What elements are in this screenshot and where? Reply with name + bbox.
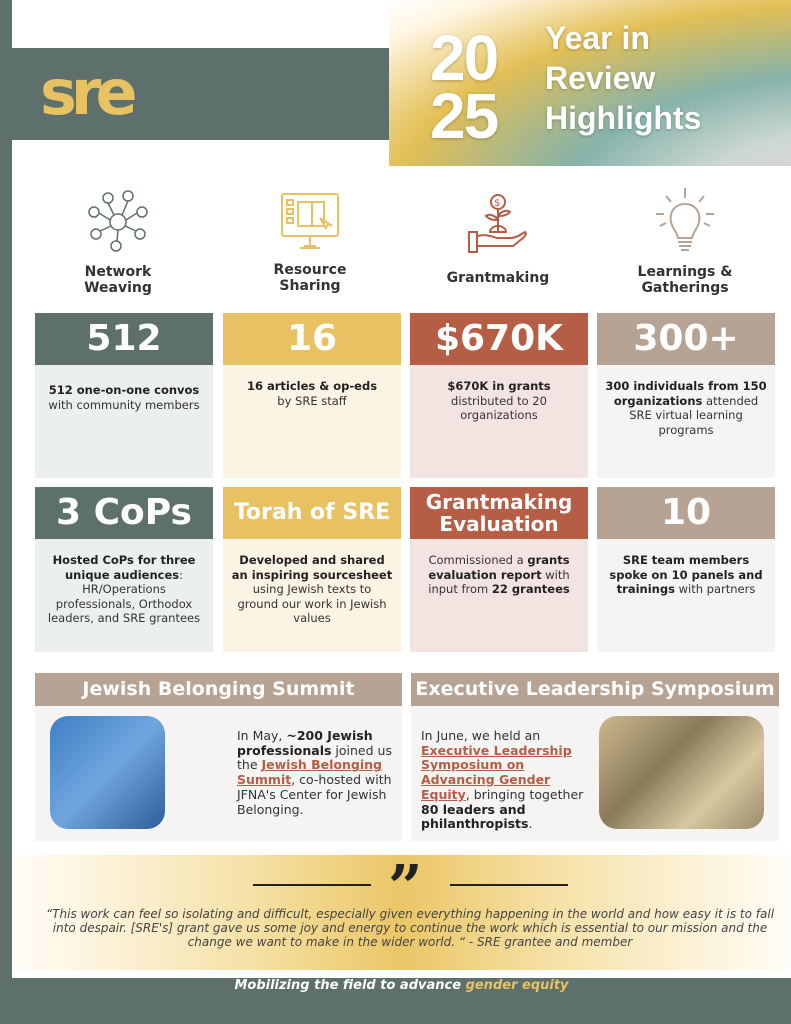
hand-plant-dollar-icon [467,192,529,254]
hero-title-line: Review [545,60,656,96]
stat-value: $670K [410,313,588,365]
event-text: . [528,816,533,832]
event-text-bold: ~200 Jewish professionals [237,728,373,758]
category-label: Resource [273,262,347,278]
stat-desc: : HR/Operations professionals, Orthodox leaders, and SRE grantees [47,567,201,625]
stat-desc: with community members [48,397,200,412]
stat-value: 10 [597,487,775,539]
event-text: joined us the [237,742,392,773]
stat-desc-bold: 512 one-on-one convos [48,383,200,397]
category-label: Learnings & [637,264,733,280]
svg-text:$: $ [494,198,501,209]
executive-leadership-symposium-link[interactable]: Executive Leadership Symposium on Advancing Gender Equity [421,742,572,802]
stat-value: 16 [223,313,401,365]
stat-card-individuals [597,313,775,478]
event-text: In May, [237,728,287,743]
event-title: Jewish Belonging Summit [35,673,402,706]
stat-desc: with partners [674,582,756,596]
stat-desc-bold: Hosted CoPs for three unique audiences [52,553,196,582]
tagline-text: Mobilizing the field to advance [234,978,466,993]
stat-desc-bold: 22 grantees [491,582,570,596]
stat-desc: with input from [428,567,570,596]
stat-value: 300+ [597,313,775,365]
stat-card-evaluation [410,487,588,652]
event-executive-leadership-symposium [411,673,779,841]
symposium-photo [599,716,764,829]
summit-photo [50,716,165,829]
left-accent-bar [0,0,12,1024]
monitor-book-icon [280,192,340,250]
hero-title-line: Highlights [545,100,702,136]
event-text-bold: 80 leaders and philanthropists [421,801,529,832]
stat-card-torah [223,487,401,652]
stat-value: 3 CoPs [35,487,213,539]
stat-card-cops [35,487,213,652]
stat-card-grants [410,313,588,478]
jewish-belonging-summit-link[interactable]: Jewish Belonging Summit [237,757,383,788]
sre-logo: sre [40,56,132,129]
event-title: Executive Leadership Symposium [411,673,779,706]
category-label: Grantmaking [446,270,550,286]
tagline-accent: gender equity [465,978,569,993]
category-label: Weaving [84,280,152,296]
category-resource-sharing [235,192,385,294]
event-text: , bringing together [465,786,584,802]
event-text: , co-hosted with JFNA's Center for Jewish Belonging. [237,772,392,817]
category-label: Network [84,264,152,280]
stat-card-convos [35,313,213,478]
category-label: Gatherings [641,280,729,296]
divider [253,884,371,886]
stat-desc: attended SRE virtual learning programs [629,393,759,437]
stat-desc: using Jewish texts to ground our work in Jewish values [237,582,387,625]
quote-mark-icon: ” [388,853,423,923]
footer-tagline [12,978,791,1024]
stat-desc: Commissioned a [428,553,528,567]
stat-card-panels [597,487,775,652]
stat-value: 512 [35,313,213,365]
category-network-weaving [43,188,193,296]
category-label: Sharing [279,278,341,294]
stat-desc-bold: 300 individuals from 150 organizations [605,379,767,408]
stat-desc: by SRE staff [277,393,347,408]
category-learnings-gatherings [610,186,760,296]
year-bottom: 25 [430,80,498,152]
stat-value: Torah of SRE [223,487,401,539]
stat-desc-bold: SRE team members spoke on 10 panels and trainings [609,553,763,596]
event-text: In June, we held an [421,728,541,743]
testimonial-quote: “This work can feel so isolating and difficult, especially given everything happening in the world and how easy it is to fall into despair. [SRE's] grant gave us some joy and energy to continue the work which is essential to our mission and the change we want to make in the wider world. “ - SRE grantee and member [45,907,775,949]
event-jewish-belonging-summit [35,673,402,841]
divider [450,884,568,886]
category-grantmaking [423,192,573,286]
stat-desc-bold: grants evaluation report [428,553,570,582]
hero-title-line: Year in [545,20,650,56]
lightbulb-icon [652,186,718,252]
stat-value: Grantmaking Evaluation [410,487,588,539]
stat-card-articles [223,313,401,478]
stat-desc-bold: Developed and shared an inspiring sourcesheet [231,553,393,582]
stat-desc-bold: $670K in grants [447,379,551,393]
stat-desc: distributed to 20 organizations [451,393,547,422]
network-icon [86,188,150,252]
stat-desc-bold: 16 articles & op-eds [246,379,378,393]
year-top: 20 [430,22,498,94]
